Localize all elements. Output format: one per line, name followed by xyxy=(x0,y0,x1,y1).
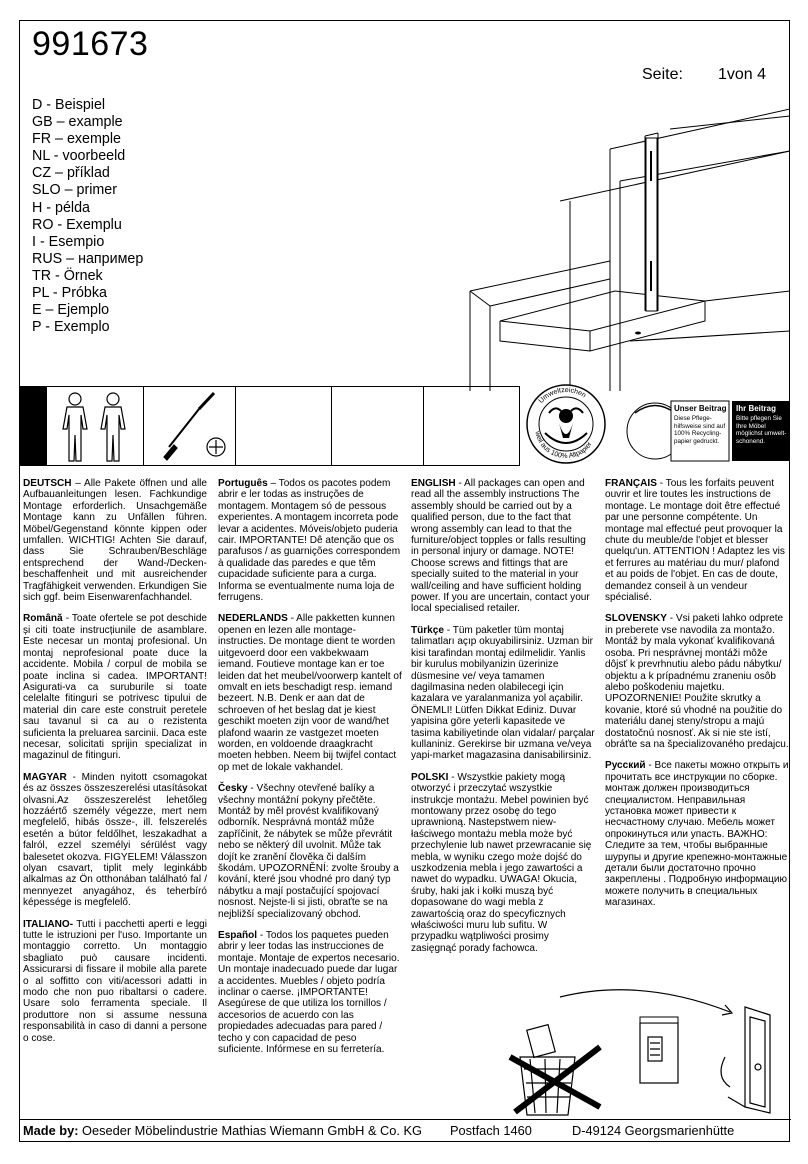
language-example-item: GB – example xyxy=(32,114,123,131)
language-section xyxy=(218,613,402,773)
language-example-item: FR – exemple xyxy=(32,131,121,148)
our-contribution-title: Unser Beitrag xyxy=(674,404,727,413)
language-example-item: RUS – например xyxy=(32,250,144,267)
section-gap xyxy=(23,603,207,613)
language-section xyxy=(411,478,595,615)
language-example-item: NL - voorbeeld xyxy=(32,148,126,165)
page-label: Seite: xyxy=(642,66,683,83)
language-example-item: SLO – primer xyxy=(32,182,118,199)
black-marker xyxy=(20,387,47,465)
language-example-item: H - példa xyxy=(32,199,91,216)
language-heading: FRANÇAIS xyxy=(605,478,657,489)
section-gap xyxy=(218,773,402,783)
archive-illustration xyxy=(500,987,790,1117)
text-column-2 xyxy=(218,478,402,1056)
language-heading: SLOVENSKY xyxy=(605,613,667,625)
language-section xyxy=(218,930,402,1055)
language-example-item: CZ – příklad xyxy=(32,165,110,182)
language-section xyxy=(411,772,595,955)
language-heading: ENGLISH xyxy=(411,478,456,489)
section-gap xyxy=(218,603,402,613)
manufacturer-footer xyxy=(20,1119,791,1141)
language-section xyxy=(23,613,207,761)
language-text: - Wszystkie pakiety mogą otworzyć i przeczytać wszystkie instrukcje montażu. Mebel powinien być montowany przez osobę do tego uprawnioną. Nastepstwem niew-łaściwego montażu mebla może być przechylenie lub nawet przewracanie się mebla, w wyniku czego może dojść do uszkodzenia mebla i jego zawartości a nawet do wypadku. UWAGA! Okucia, śruby, haki jak i kołki muszą być dopasowane do wagi mebla z zawartością oraz do specyficznych właściwości muru lub sufitu. W przypadku wątpliwości prosimy zasięgnąć porady fachowca. xyxy=(411,771,592,954)
language-heading: NEDERLANDS xyxy=(218,613,288,625)
language-example-item: D - Beispiel xyxy=(32,97,106,113)
our-contribution-text: Diese Pflege-hilfsweise sind auf 100% Recycling-papier gedruckt. xyxy=(674,415,726,445)
language-section xyxy=(23,919,207,1044)
address: D-49124 Georgsmarienhütte xyxy=(572,1123,735,1138)
language-text: - Toate ofertele se pot deschide și citi toate instrucțiunile de asamblare. Este necesar un montaj profesional. Un montaj neprofesional poate duce la accidente. Mobila / corpul de mobila se poate inclina si cadea. IMPORTANT! Asigurati-va ca suruburile si toate celelalte fitinguri se potrivesc tipului de material din care este construit peretele sau tavanul si ca au o rezistenta suficienta la preluarea sarcinii. Daca este necesar, solicitati sprijin specializat in magazinul de fitinguri. xyxy=(23,613,207,762)
two-persons-icon xyxy=(47,387,144,465)
language-text: - Tüm paketler tüm montaj talimatları açıp okuyabilirsiniz. Uzman bir kisi tarafindan montaj edilmelidir. Yanlis bir kurulus mobilyanizin üzerinize düsmesine ve/ veya tamamen dagilmasina neden olabilecegi için kazalara ve yaralanmaniza yol açabilir. ÖNEMLI! Lütfen Dikkat Ediniz. Duvar yapisina göre yeterli kapasitede ve tasima kabiliyetinde olan vidalar/ parçalar kullaniniz. Gerekirse bir uzmana ve/veya yapi-market magazasina danisabilirsiniz. xyxy=(411,624,595,762)
language-section xyxy=(605,478,789,603)
eco-bottom-text: weil aus 100% Altpapier xyxy=(533,430,594,461)
language-heading: Português xyxy=(218,478,268,489)
language-text: - Todos los paquetes pueden abrir y leer todas las instrucciones de montaje. Montaje de expertos necesario. Un montaje inadecuado puede dar lugar a accidentes. Muebles / objeto podría inclinar o caerse. ¡IMPORTANTE! Asegúrese de que utiliza los tornillos / accesorios de acuerdo con las propiedades adecuadas para pared / techo y con capacidad de peso suficiente. Infórmese en su ferretería. xyxy=(218,930,400,1056)
umweltzeichen-logo xyxy=(525,383,607,465)
language-heading: DEUTSCH xyxy=(23,478,72,489)
language-example-item: PL - Próbka xyxy=(32,285,107,302)
page-indicator xyxy=(718,66,766,84)
language-example-item: E – Ejemplo xyxy=(32,302,110,319)
language-section xyxy=(411,625,595,762)
page-number: 1 xyxy=(718,66,727,83)
language-example-item: I - Esempio xyxy=(32,233,105,250)
section-gap xyxy=(23,762,207,772)
language-heading: ITALIANO- xyxy=(23,918,74,930)
our-contribution xyxy=(674,404,729,445)
section-gap xyxy=(605,750,789,760)
warning-icon-row xyxy=(20,386,520,466)
text-column-3 xyxy=(411,478,595,954)
language-text: - All packages can open and read all the assembly instructions The assembly should be carried out by a qualified person, due to the fact that wrong assembly can lead to that the furniture/object topples or falls resulting in personal injury or damage. NOTE! Choose screws and fittings that are specially suited to the material in your wall/ceiling and have sufficient holding power. If you are uncertain, contact your local specialised retailer. xyxy=(411,478,590,615)
language-section xyxy=(605,613,789,750)
language-example-item: TR - Örnek xyxy=(32,267,103,284)
language-heading: Česky xyxy=(218,783,248,795)
furniture-drawing xyxy=(460,91,790,391)
language-section xyxy=(605,760,789,908)
language-heading: POLSKI xyxy=(411,771,449,783)
language-list xyxy=(32,97,143,336)
language-heading: Türkçe xyxy=(411,624,444,636)
section-gap xyxy=(218,920,402,930)
company-name: Oeseder Möbelindustrie Mathias Wiemann GmbH & Co. KG xyxy=(82,1123,422,1138)
text-column-1 xyxy=(23,478,207,1044)
your-contribution-title: Ihr Beitrag xyxy=(736,404,777,413)
empty-icon-cell xyxy=(236,387,332,465)
language-example-item: P - Exemplo xyxy=(32,319,110,336)
page-of: von 4 xyxy=(726,66,767,83)
language-section xyxy=(218,783,402,920)
article-number: 991673 xyxy=(32,25,149,63)
section-gap xyxy=(411,615,595,625)
language-text: - Všechny otevřené balíky a všechny montážní pokyny přečtěte. Montáž by měl provést kvalifikovaný odborník. Nesprávná montáž může zapříčinit, že nábytek se může převrátit nebo se některý díl uvolnit. Může tak dojít ke zranění člověka či dalším škodám. UPOZORNĚNÍ: zvolte šrouby a kování, které jsou vhodné pro daný typ nábytku a mají postačující spojovací nosnost. Nejste-li si jisti, obraťte se na nejbližší specializovaný obchod. xyxy=(218,783,399,920)
language-text: – Alle Pakete öffnen und alle Aufbauanleitungen lesen. Fachkundige Montage erforderlich. Unsachgemäße Montage kann zu Unfällen führen. Möbel/Gegenstand könnte kippen oder umfallen. WICHTIG! Achten Sie darauf, dass Sie Schrauben/Beschläge entsprechend der Wand-/Decken-beschaffenheit und mit ausreichender Tragfähigkeit verwenden. Erkundigen Sie sich ggf. beim Eisenwarenfachhandel. xyxy=(23,478,207,604)
empty-icon-cell xyxy=(424,387,520,465)
postfach: Postfach 1460 xyxy=(450,1123,532,1138)
screwdriver-icon xyxy=(144,387,236,465)
recycling-notice xyxy=(625,393,790,463)
language-text: - Alle pakketten kunnen openen en lezen alle montage-instructies. De montage dient te worden uitgevoerd door een vakbekwaam iemand. Foutieve montage kan er toe leiden dat het meubel/voorwerp kantelt of omvalt en iets beschadigt resp. iemand bezeert. N.B. Denk er aan dat de schroeven of het beslag dat je kiest geschikt moeten zijn voor de wand/het plafond waarin ze vastgezet moeten worden, en voldoende draagkracht moeten hebben. Neem bij twijfel contact op met de lokale vakhandel. xyxy=(218,613,402,773)
empty-icon-cell xyxy=(332,387,424,465)
language-example-item: RO - Exemplu xyxy=(32,216,122,233)
language-text: – Todos os pacotes podem abrir e ler todas as instruções de montagem. Montagem só de pessous experientes. A montagem incorreta pode levar a acidentes. Móveis/objeto puderia cair. IMPORTANTE! Dê atenção que os parafusos / as guarnições correspondem à qualidade das paredes e que têm cupacidade suficiente para a curga. Informa se eventualmente numa loja de ferrugens. xyxy=(218,478,401,604)
section-gap xyxy=(605,603,789,613)
language-heading: MAGYAR xyxy=(23,771,67,783)
language-section xyxy=(23,478,207,603)
your-contribution xyxy=(736,404,788,445)
eco-top-text: Umweltzeichen xyxy=(537,386,587,405)
language-heading: Español xyxy=(218,930,258,942)
language-section xyxy=(218,478,402,603)
your-contribution-text: Bitte pflegen Sie Ihre Möbel möglichst umwelt-schonend. xyxy=(736,415,787,445)
instruction-sheet xyxy=(19,20,790,1142)
language-heading: Русский xyxy=(605,760,646,772)
language-text: Tutti i pacchetti aperti e leggi tutte le istruzioni per l'uso. Importante un montaggio corretto. Un montaggio sbagliato può causare incidenti. Assicurarsi di fissare il mobile alla parete o al soffitto con viti/acessori adatti in modo che non puo ribaltarsi o cadere. Usare solo ferramenta speciale. Il produttore non si assume nessuna responsabilità in caso di danni a persone o cose. xyxy=(23,918,207,1044)
language-heading: Română xyxy=(23,613,63,625)
language-text: - Minden nyitott csomagokat és az összes összeszerelési utasításokat olvasni.Az összeszerelést lehetőleg hozzáértő személy végezze, mert nem megfelelő, hibás össze-, ill. felszerelés esetén a bútor feldőlhet, leszakadhat a falról, ezzel személyi sérülést vagy balesetet okozva. FIGYELEM! Válasszon olyan csavart, tiplit mely leginkább alkalmas az Ön otthonában található fal / mennyezet anyagához, és teherbíró képessége is megfelelő. xyxy=(23,771,207,909)
section-gap xyxy=(23,909,207,919)
section-gap xyxy=(411,762,595,772)
language-text: - Tous les forfaits peuvent ouvrir et lire toutes les instructions de montage. Le montage doit être effectué par une personne compétente. Un montage mal effectué peut provoquer la chute du meuble/de l'objet et blesser quelqu'un. ATTENTION ! Adaptez les vis et ferrures au matériau du mur/ plafond et au poids de l'objet. En cas de doute, demandez conseil à un vendeur spécialisé. xyxy=(605,478,785,604)
language-text: - Все пакеты можно открыть и прочитать все инструкции по сборке. монтаж должен производиться специалистом. Неправильная установка может привести к несчастному случаю. Мебель может опрокинуться или упасть. ВАЖНО: Следите за тем, чтобы выбранные шурупы и другие крепежно-монтажные детали были достаточно прочно закреплены . Подробную информацию можете получить в специальных магазинах. xyxy=(605,760,789,909)
language-text: - Vsi paketi lahko odprete in preberete vse navodila za montažo. Montáž by mala vykonať kvalifikovaná osoba. Pri nesprávnej montáži môže dôjsť k prevrhnutiu alebo pádu nábytku/ objektu a k prípadnému zraneniu osôb alebo poškodeniu majetku. UPOZORNENIE! Použite skrutky a kovanie, ktoré sú vhodné na použitie do materiálu danej steny/stropu a majú dostatočnú nosnosť. Ak si nie ste istí, obráťte sa na špecializovaného predajcu. xyxy=(605,613,789,750)
made-by-label: Made by: xyxy=(23,1123,79,1138)
language-section xyxy=(23,772,207,909)
text-column-4 xyxy=(605,478,789,909)
